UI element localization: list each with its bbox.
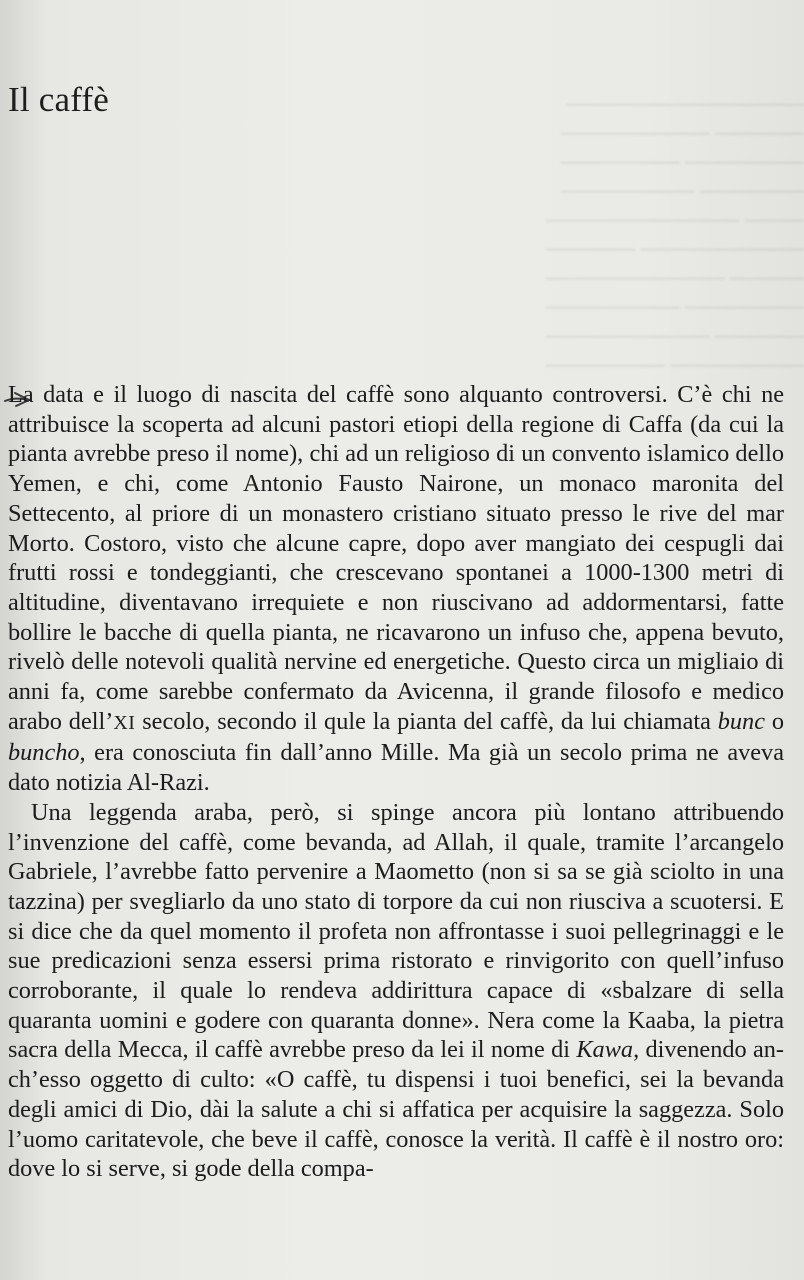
italic-term-bunc: bunc: [717, 707, 765, 735]
roman-numeral-century: XI: [113, 711, 136, 734]
paragraph-1: La data e il luogo di nascita del caffè sono alquanto controversi. C’è chi ne attribuisce la scoperta ad alcuni pastori etiopi della regione di Caffa (da cui la pianta avrebbe preso il nome), chi ad un religioso di un convento islamico dello Yemen, e chi, come Antonio Fausto Nairone, un monaco maronita del Settecento, al priore di un monastero cristiano situato presso le rive del mar Morto. Costoro, visto che alcune capre, dopo aver mangiato dei cespugli dai frutti rossi e tondeggianti, che crescevano spontanei a 1000-1300 metri di altitudine, diventavano irrequiete e non riuscivano ad addormentarsi, fatte bollire le bacche di quella pianta, ne ricavarono un infuso che, appena bevuto, rivelò delle notevoli qualità nervine ed energetiche. Questo circa un migliaio di anni fa, come sarebbe confermato da Avicenna, il grande filosofo e medico arabo dell’XI secolo, secondo il qule la pianta del caffè, da lui chiamata bunc o buncho, era conosciuta fin dall’anno Mille. Ma già un secolo prima ne aveva dato notizia Al-Razi.: [8, 381, 784, 797]
paragraph-2: Una leggenda araba, però, si spinge ancora più lontano attribuendo l’invenzione del caffè, come bevanda, ad Allah, il quale, tramite l’arcangelo Gabriele, l’avrebbe fatto pervenire a Maometto (non si sa se già sciolto in una tazzina) per svegliarlo da uno stato di torpore da cui non riusciva a scuotersi. E si dice che da quel momento il profeta non affrontasse i suoi pellegrinaggi e le sue predicazioni senza essersi prima ristorato e rinvigorito con quell’infuso corroborante, il quale lo rendeva addirittura capace di «sbalzare di sella quaranta uomini e godere con quaranta donne». Nera come la Kaaba, la pietra sacra della Mecca, il caffè avrebbe preso da lei il nome di Kawa, divenendo anch’esso oggetto di culto: «O caffè, tu dispensi i tuoi benefici, sei la bevanda degli amici di Dio, dài la salute a chi si affatica per acquisire la saggezza. Solo l’uomo caritatevole, che beve il caffè, conosce la verità. Il caffè è il nostro oro: dove lo si serve, si gode della compa-: [8, 798, 784, 1183]
bleed-through-text: ──────────────── ────── ────────── ──────── ──────── ─────── ───────── ──── ───────────── ─────────── ────── ───── ──────────── ──────── ───────── ────── ─────────── ───────── ────────: [545, 92, 804, 377]
chapter-body: [8, 380, 784, 1184]
italic-term-buncho: buncho: [8, 739, 80, 767]
chapter-title: Il caffè: [8, 80, 110, 119]
italic-term-kawa: Kawa: [576, 1036, 634, 1064]
